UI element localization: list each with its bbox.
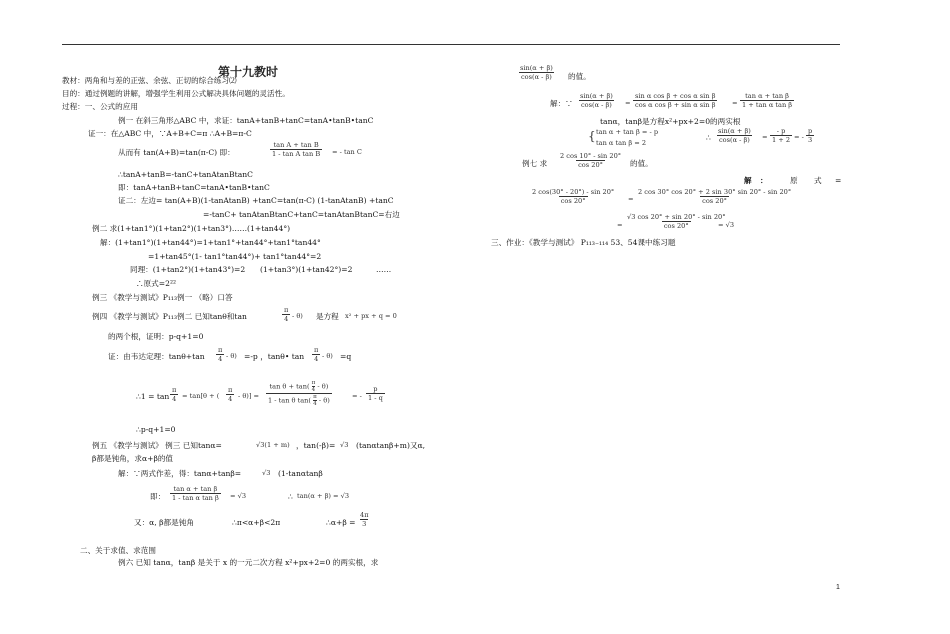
text-line: 例一 在斜三角形△ABC 中，求证：tanA+tanB+tanC=tanA•tanB•tanC xyxy=(118,116,374,125)
text-line: 过程：一、公式的应用 xyxy=(62,102,138,111)
text-line: 是方程 xyxy=(316,312,339,321)
math-fraction: $\frac{p}{3}$ xyxy=(808,127,813,144)
text-line: ∴α+β = xyxy=(326,518,356,527)
text-line: 即：tanA+tanB+tanC=tanA•tanB•tanC xyxy=(118,183,270,192)
text-line: 即： xyxy=(150,492,166,501)
math-expr: tan(α + β) = √3 xyxy=(297,492,350,500)
text-line: 解：∵ xyxy=(550,99,573,108)
text-line: 例五 《教学与测试》 例三 已知tanα= xyxy=(92,441,222,450)
text-line: ，tan(-β)= xyxy=(296,441,336,450)
math-fraction: $\frac{√3 \cos 20^\circ + \sin 20^\circ - \sin 20^\circ}{\cos 20^\circ}$ xyxy=(627,213,726,230)
math-fraction: $\frac{\pi}{4}$ xyxy=(172,386,177,403)
math-fraction: $\frac{2 \cos 30^\circ \cos 20^\circ + 2 \sin 30^\circ \sin 20^\circ - \sin 20^\circ}{\cos 20^\circ}$ xyxy=(638,188,792,205)
math-expr: √3 xyxy=(340,441,349,449)
math-brace: { xyxy=(588,129,596,143)
math-expr: = xyxy=(617,221,623,229)
text-line: ∴ xyxy=(288,492,293,501)
math-expr: = √3 xyxy=(230,492,247,500)
text-line: ∴ xyxy=(706,133,711,142)
text-line: 例七 求 xyxy=(522,159,548,168)
text-line: 的值。 xyxy=(630,159,653,168)
math-fraction: $\frac{\text{tan α + tan β}}{\text{1 - tan α tan β}}$ xyxy=(172,485,219,502)
math-fraction: $\frac{\pi}{4}$ xyxy=(284,306,289,323)
math-fraction: $\frac{\sin(\alpha + \beta)}{\cos(\alpha - \beta)}$ xyxy=(520,64,553,81)
math-expr: tan α tan β = 2 xyxy=(596,139,647,147)
math-fraction: $\frac{4\pi}{3}$ xyxy=(360,511,369,528)
math-expr: - θ) xyxy=(226,352,237,360)
math-fraction: $\frac{p}{1 - q}$ xyxy=(368,385,383,402)
text-line: …… xyxy=(376,265,392,274)
math-expr: x² + px + q = 0 xyxy=(345,312,397,320)
math-fraction: $\frac{\pi}{4}$ xyxy=(218,346,223,363)
text-line: (tanαtanβ+m)又α, xyxy=(356,441,426,450)
math-fraction: $\frac{2 \cos(30^\circ - 20^\circ) - \sin 20^\circ}{\cos 20^\circ}$ xyxy=(532,188,615,205)
text-line: 二、关于求值、求范围 xyxy=(80,546,156,555)
text-line: (1-tanαtanβ xyxy=(278,469,323,478)
text-line: (1+tan3°)(1+tan42°)=2 xyxy=(260,265,353,274)
math-expr: = xyxy=(628,195,634,203)
text-line: 三、作业：《教学与测试》 P₁₁₃₋₁₁₄ 53、54课中练习题 xyxy=(491,238,676,247)
text-line: ∴p-q+1=0 xyxy=(136,425,176,434)
math-expr: - θ) xyxy=(292,312,303,320)
math-fraction: $\frac{- p}{1 + 2}$ xyxy=(772,127,791,144)
math-fraction: $\frac{\text{tan α + tan β}}{\text{1 + tan α tan β}}$ xyxy=(742,92,793,109)
text-line: ∴1 = tan xyxy=(136,392,170,401)
math-fraction: tan θ + tan( $\frac{\pi}{4}$ - θ) 1 - tan θ tan( $\frac{\pi}{4}$ - θ) xyxy=(268,380,330,407)
math-expr: = - xyxy=(794,133,804,141)
text-line: 解 xyxy=(744,176,752,185)
page-title: 第十九教时 xyxy=(218,65,279,79)
math-fraction: $\frac{\pi}{4}$ xyxy=(228,386,233,403)
text-line: 从而有 tan(A+B)=tan(π-C) 即： xyxy=(118,148,235,157)
math-fraction: $\frac{\sin(\alpha + \beta)}{\cos(\alpha - \beta)}$ xyxy=(580,92,613,109)
text-line: 原 xyxy=(790,176,798,185)
math-expr: = xyxy=(762,133,768,141)
math-expr: tan α + tan β = - p xyxy=(596,128,659,136)
text-line: tanα，tanβ是方程x²+px+2=0的两实根 xyxy=(600,117,741,126)
text-line: ∴原式=2²² xyxy=(136,279,177,288)
text-line: β都是钝角，求α+β的值 xyxy=(92,454,174,463)
text-line: 解：∵两式作差，得：tanα+tanβ= xyxy=(118,469,242,478)
text-line: = xyxy=(835,176,842,185)
math-fraction: $\frac{\text{sin α cos β + cos α sin β}}{\text{cos α cos β + sin α sin β}}$ xyxy=(635,92,716,109)
text-line: =-p ，tanθ• tan xyxy=(244,352,305,361)
math-fraction: $\frac{2 \cos 10^\circ - \sin 20^\circ}{\cos 20^\circ}$ xyxy=(560,152,622,169)
text-line: 解：(1+tan1°)(1+tan44°)=1+tan1°+tan44°+tan1°tan44° xyxy=(100,238,321,247)
math-fraction: $\frac{\sin(\alpha + \beta)}{\cos(\alpha - \beta)}$ xyxy=(718,127,751,144)
text-line: ∴tanA+tanB=-tanC+tanAtanBtanC xyxy=(118,170,253,179)
text-line: 式 xyxy=(814,176,822,185)
text-line: ∴π<α+β<2π xyxy=(232,518,281,527)
math-expr: √3(1 + m) xyxy=(256,441,290,449)
text-line: 教材：两角和与差的正弦、余弦、正切的综合练习⑵ xyxy=(62,76,237,85)
text-line: 的值。 xyxy=(568,72,591,81)
math-expr: = xyxy=(732,99,738,107)
math-expr: = xyxy=(625,99,631,107)
text-line: =-tanC+ tanAtanBtanC+tanC=tanAtanBtanC=右边 xyxy=(203,210,400,219)
text-line: 例二 求(1+tan1°)(1+tan2°)(1+tan3°)……(1+tan44°) xyxy=(92,224,291,233)
text-line: =q xyxy=(340,352,352,361)
text-line: ： xyxy=(760,176,768,185)
math-expr: = √3 xyxy=(718,221,735,229)
page-number: 1 xyxy=(836,584,840,591)
math-expr: = - xyxy=(352,392,362,400)
math-expr: √3 xyxy=(262,469,271,477)
text-line: 证：由韦达定理：tanθ+tan xyxy=(108,352,205,361)
math-expr: = - tan C xyxy=(332,148,362,156)
text-line: 例四 《教学与测试》P₁₁₃例二 已知tanθ和tan xyxy=(92,312,247,321)
math-fraction: $\frac{\pi}{4}$ xyxy=(314,346,319,363)
math-expr: - θ)] = xyxy=(238,392,260,400)
math-expr: - θ) xyxy=(322,352,333,360)
math-fraction: $\frac{\text{tan A + tan B}}{\text{1 - tan A tan B}}$ xyxy=(272,141,321,158)
text-line: 例三 《教学与测试》P₁₁₃例一 （略）口答 xyxy=(92,293,233,302)
text-line: 例六 已知 tanα，tanβ 是关于 x 的一元二次方程 x²+px+2=0 的两实根，求 xyxy=(118,558,379,567)
text-line: 目的：通过例题的讲解，增强学生利用公式解决具体问题的灵活性。 xyxy=(62,89,290,98)
text-line: 又：α, β都是钝角 xyxy=(134,518,194,527)
text-line: 同理：(1+tan2°)(1+tan43°)=2 xyxy=(130,265,246,274)
math-expr: = tan[θ + ( xyxy=(182,392,220,400)
text-line: =1+tan45°(1- tan1°tan44°)+ tan1°tan44°=2 xyxy=(148,252,322,261)
text-line: 证一：在△ABC 中，∵A+B+C=π ∴A+B=π-C xyxy=(88,129,252,138)
header-rule xyxy=(62,44,840,45)
text-line: 证二：左边= tan(A+B)(1-tanAtanB) +tanC=tan(π-C) (1-tanAtanB) +tanC xyxy=(118,196,394,205)
text-line: 的两个根，证明：p-q+1=0 xyxy=(108,332,204,341)
